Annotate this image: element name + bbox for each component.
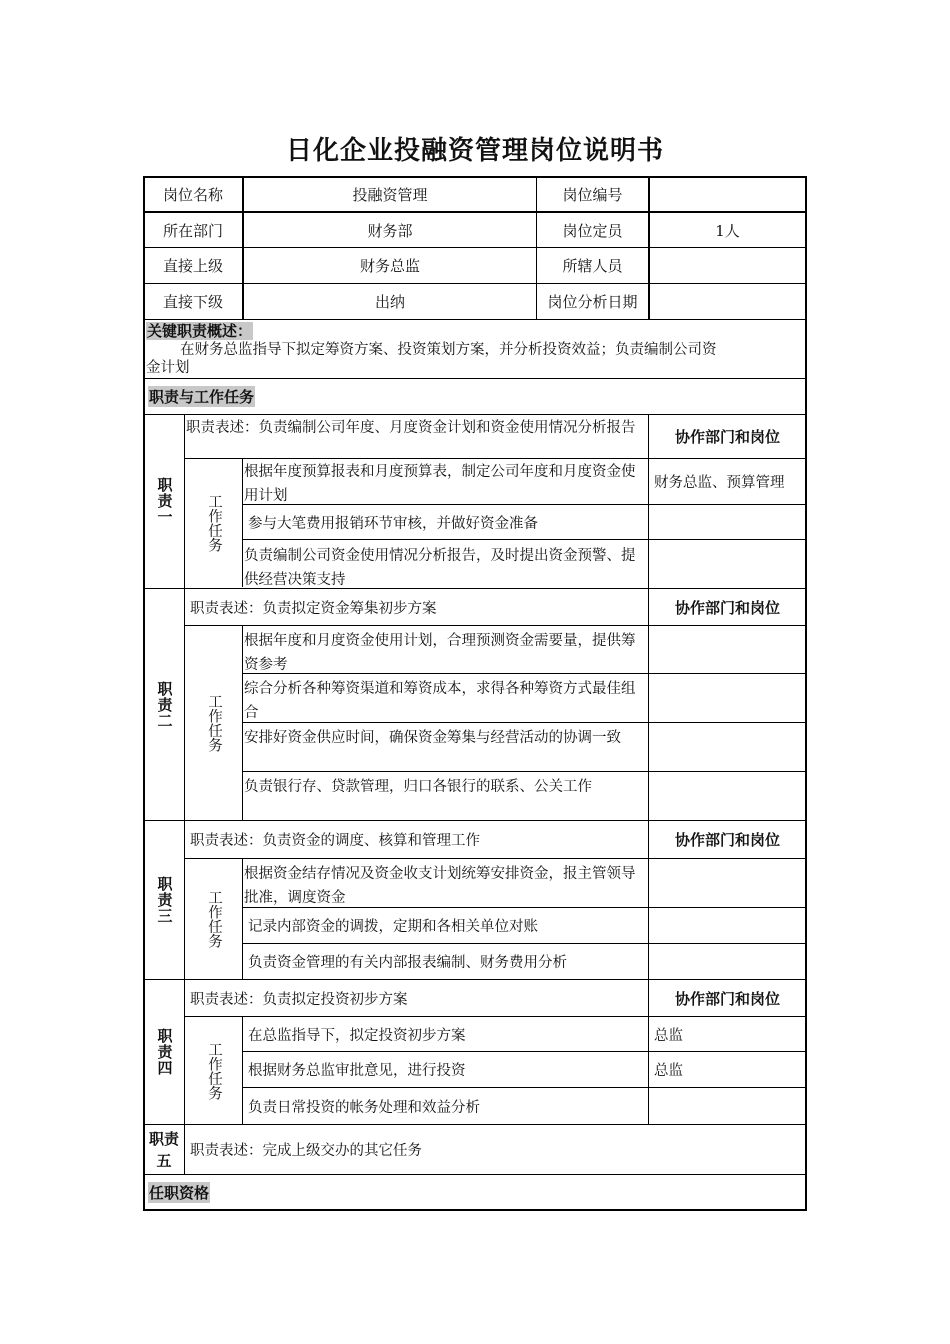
duty-4-task-2-collab: 总监 <box>654 1063 683 1079</box>
duty-3-task-1: 根据资金结存情况及资金收支计划统筹安排资金，报主管领导批准，调度资金 <box>244 866 636 906</box>
post-no-label: 岗位编号 <box>562 185 623 204</box>
duty-4-label-text: 职责四 <box>155 1028 174 1076</box>
duty-3-task-2: 记录内部资金的调拨，定期和各相关单位对账 <box>248 919 538 935</box>
duty-1-label <box>144 415 184 587</box>
duty-4-task-1-collab: 总监 <box>654 1027 683 1044</box>
duty-1-task-2-collab <box>650 505 805 539</box>
duty-2-task-4-collab <box>650 772 805 820</box>
duty-2-task-label <box>186 626 242 820</box>
duty-4-task-2: 根据财务总监审批意见，进行投资 <box>248 1063 466 1079</box>
duty-1-label-text: 职责一 <box>155 477 174 525</box>
duty-4-task-label <box>186 1017 242 1124</box>
duty-3-label-text: 职责三 <box>155 876 174 924</box>
duty-2-task-2: 综合分析各种筹资渠道和筹资成本，求得各种筹资方式最佳组合 <box>244 681 636 721</box>
duty-2-label <box>144 589 184 820</box>
duty-1-task-1-collab: 财务总监、预算管理 <box>654 475 785 491</box>
duty-1-task-3-collab <box>650 540 805 587</box>
duty-2-task-1: 根据年度和月度资金使用计划，合理预测资金需要量，提供筹资参考 <box>244 633 636 673</box>
duty-3-label <box>144 821 184 979</box>
duty-3-statement: 职责表述：负责资金的调度、核算和管理工作 <box>190 833 480 849</box>
summary-text-line1: 在财务总监指导下拟定筹资方案、投资策划方案，并分析投资效益；负责编制公司资 <box>180 342 717 358</box>
duty-1-statement: 职责表述：负责编制公司年度、月度资金计划和资金使用情况分析报告 <box>186 420 636 436</box>
quota-label: 岗位定员 <box>562 221 623 240</box>
duty-4-task-label-text: 工作任务 <box>206 1041 222 1100</box>
duty-1-task-label-text: 工作任务 <box>206 494 222 552</box>
duty-1-task-3: 负责编制公司资金使用情况分析报告，及时提出资金预警、提供经营决策支持 <box>244 548 636 588</box>
duty-3-task-1-collab <box>650 859 805 907</box>
page-title: 日化企业投融资管理岗位说明书 <box>285 136 664 166</box>
duty-2-statement: 职责表述：负责拟定资金筹集初步方案 <box>190 600 437 617</box>
duty-2-collab-label: 协作部门和岗位 <box>674 598 780 617</box>
duty-2-task-3: 安排好资金供应时间，确保资金筹集与经营活动的协调一致 <box>244 730 621 746</box>
lower-value: 出纳 <box>374 293 405 311</box>
analysis-date-value <box>650 284 805 319</box>
duty-1-collab-label: 协作部门和岗位 <box>674 428 780 446</box>
subordinates-label: 所辖人员 <box>562 257 623 275</box>
duty-1-task-1: 根据年度预算报表和月度预算表，制定公司年度和月度资金使用计划 <box>244 464 636 504</box>
duty-3-task-2-collab <box>650 908 805 943</box>
duty-1-task-2: 参与大笔费用报销环节审核，并做好资金准备 <box>248 515 538 532</box>
duty-3-task-3: 负责资金管理的有关内部报表编制、财务费用分析 <box>248 955 567 971</box>
duty-1-task-label <box>186 459 242 587</box>
duty-3-task-label <box>186 859 242 979</box>
duty-4-collab-label: 协作部门和岗位 <box>674 989 780 1008</box>
key-duties-summary <box>146 322 806 377</box>
post-name-value: 投融资管理 <box>352 185 428 204</box>
analysis-date-label: 岗位分析日期 <box>547 293 638 311</box>
superior-label: 直接上级 <box>162 257 223 275</box>
duty-2-task-2-collab <box>650 674 805 722</box>
duty-3-task-label-text: 工作任务 <box>206 890 222 948</box>
summary-text-line2: 金计划 <box>146 360 190 376</box>
lower-label: 直接下级 <box>162 293 223 311</box>
duty-3-task-3-collab <box>650 944 805 979</box>
summary-heading: 关键职责概述： <box>147 322 253 340</box>
duty-4-task-3: 负责日常投资的帐务处理和效益分析 <box>248 1099 480 1116</box>
subordinates-value <box>650 248 805 283</box>
dept-label: 所在部门 <box>162 221 223 240</box>
qualification-heading: 任职资格 <box>149 1183 210 1202</box>
duties-heading: 职责与工作任务 <box>149 388 255 406</box>
quota-value: 1人 <box>715 221 740 240</box>
superior-value: 财务总监 <box>359 257 420 275</box>
post-name-label: 岗位名称 <box>162 185 223 204</box>
duty-2-label-text: 职责二 <box>155 680 174 729</box>
duty-4-task-3-collab <box>650 1088 805 1124</box>
duty-3-collab-label: 协作部门和岗位 <box>674 831 780 849</box>
duty-4-task-1: 在总监指导下，拟定投资初步方案 <box>248 1027 466 1044</box>
duty-5-label: 职责五 <box>148 1129 179 1170</box>
duty-4-statement: 职责表述：负责拟定投资初步方案 <box>190 991 408 1008</box>
duty-5-statement: 职责表述：完成上级交办的其它任务 <box>190 1143 422 1159</box>
duty-2-task-label-text: 工作任务 <box>206 694 222 752</box>
post-no-value <box>650 177 805 211</box>
dept-value: 财务部 <box>367 221 413 240</box>
duty-2-task-3-collab <box>650 723 805 771</box>
duty-4-label <box>144 980 184 1124</box>
duty-2-task-1-collab <box>650 626 805 673</box>
duty-2-task-4: 负责银行存、贷款管理，归口各银行的联系、公关工作 <box>244 779 592 795</box>
